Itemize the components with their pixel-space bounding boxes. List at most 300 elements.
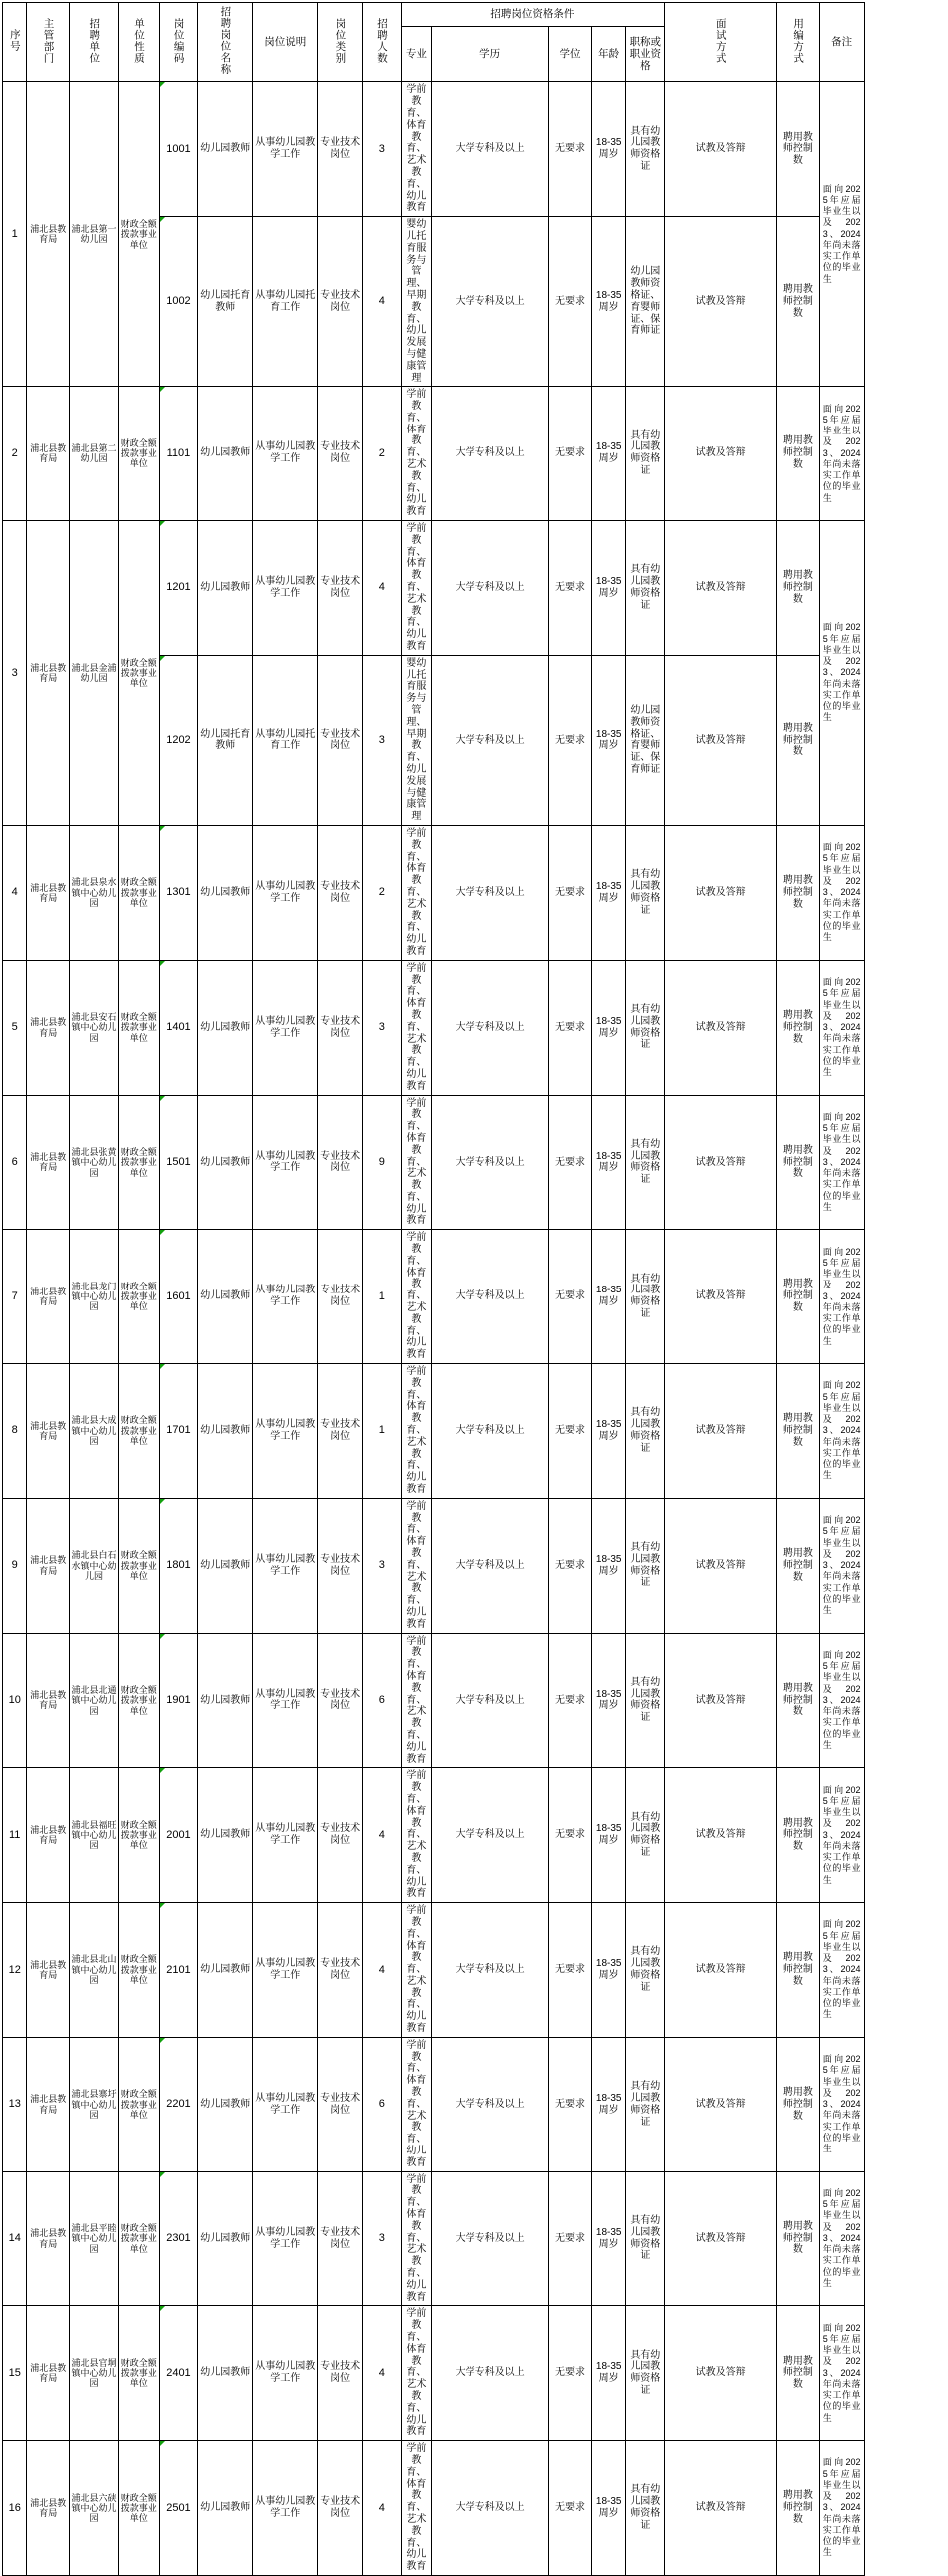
cell-age: 18-35周岁 (591, 1364, 626, 1499)
cell-remark: 面向2025年应届毕业生以及2023、2024年尚未落实工作单位的毕业生 (819, 1768, 864, 1903)
cell-unit-nature: 财政全额拨款事业单位 (118, 1498, 159, 1633)
table-row (3, 1230, 946, 1364)
cell-unit-nature: 财政全额拨款事业单位 (118, 1230, 159, 1364)
cell-post-desc: 从事幼儿园教学工作 (253, 2171, 318, 2306)
cell-employment: 聘用教师控制数 (777, 2171, 820, 2306)
cell-unit-nature: 财政全额拨款事业单位 (118, 82, 159, 387)
cell-post-desc: 从事幼儿园教学工作 (253, 1364, 318, 1499)
header-post-desc: 岗位说明 (253, 3, 318, 82)
cell-employer: 浦北县北山镇中心幼儿园 (70, 1903, 119, 2038)
cell-degree: 无要求 (549, 1498, 592, 1633)
cell-headcount: 3 (363, 82, 402, 217)
cell-title-cert: 具有幼儿园教师资格证 (626, 2037, 665, 2171)
cell-education: 大学专科及以上 (432, 1364, 549, 1499)
header-employment: 用编方式 (777, 3, 820, 82)
cell-headcount: 2 (363, 825, 402, 960)
cell-post-code: 1301 (159, 825, 198, 960)
cell-employment: 聘用教师控制数 (777, 1498, 820, 1633)
cell-remark: 面向2025年应届毕业生以及2023、2024年尚未落实工作单位的毕业生 (819, 1095, 864, 1230)
cell-post-code: 2301 (159, 2171, 198, 2306)
cell-post-type: 专业技术岗位 (318, 655, 363, 825)
cell-degree: 无要求 (549, 1364, 592, 1499)
cell-title-cert: 具有幼儿园教师资格证 (626, 2171, 665, 2306)
cell-authority: 浦北县教育局 (27, 825, 70, 960)
cell-headcount: 6 (363, 1633, 402, 1768)
cell-degree: 无要求 (549, 217, 592, 387)
cell-post-code: 2501 (159, 2441, 198, 2576)
cell-interview: 试教及答辩 (665, 521, 777, 656)
cell-post-code: 1701 (159, 1364, 198, 1499)
header-remark: 备注 (819, 3, 864, 82)
cell-degree: 无要求 (549, 960, 592, 1095)
cell-authority: 浦北县教育局 (27, 1633, 70, 1768)
cell-degree: 无要求 (549, 1903, 592, 2038)
cell-age: 18-35周岁 (591, 2306, 626, 2441)
cell-post-desc: 从事幼儿园托育工作 (253, 655, 318, 825)
cell-post-desc: 从事幼儿园教学工作 (253, 1095, 318, 1230)
cell-headcount: 9 (363, 1095, 402, 1230)
cell-employer: 浦北县泉水镇中心幼儿园 (70, 825, 119, 960)
header-row-1 (3, 3, 946, 27)
header-headcount: 招聘人数 (363, 3, 402, 82)
cell-employer: 浦北县大成镇中心幼儿园 (70, 1364, 119, 1499)
cell-post-desc: 从事幼儿园教学工作 (253, 825, 318, 960)
cell-employment: 聘用教师控制数 (777, 387, 820, 521)
cell-post-code: 1002 (159, 217, 198, 387)
table-row (3, 521, 946, 656)
cell-seq: 7 (3, 1230, 27, 1364)
cell-unit-nature: 财政全额拨款事业单位 (118, 825, 159, 960)
cell-degree: 无要求 (549, 82, 592, 217)
cell-employer: 浦北县龙门镇中心幼儿园 (70, 1230, 119, 1364)
cell-title-cert: 具有幼儿园教师资格证 (626, 82, 665, 217)
cell-unit-nature: 财政全额拨款事业单位 (118, 1364, 159, 1499)
cell-post-name: 幼儿园教师 (198, 2037, 253, 2171)
cell-age: 18-35周岁 (591, 1230, 626, 1364)
cell-employer: 浦北县官垌镇中心幼儿园 (70, 2306, 119, 2441)
cell-post-desc: 从事幼儿园教学工作 (253, 1230, 318, 1364)
cell-education: 大学专科及以上 (432, 521, 549, 656)
cell-title-cert: 幼儿园教师资格证、育婴师证、保育师证 (626, 217, 665, 387)
cell-employer: 浦北县金浦幼儿园 (70, 521, 119, 826)
cell-degree: 无要求 (549, 1095, 592, 1230)
cell-seq: 14 (3, 2171, 27, 2306)
cell-remark: 面向2025年应届毕业生以及2023、2024年尚未落实工作单位的毕业生 (819, 2306, 864, 2441)
cell-employer: 浦北县张黄镇中心幼儿园 (70, 1095, 119, 1230)
cell-age: 18-35周岁 (591, 2441, 626, 2576)
cell-major: 学前教育、体育教育、艺术教育、幼儿教育 (401, 2306, 432, 2441)
cell-post-name: 幼儿园教师 (198, 825, 253, 960)
cell-title-cert: 具有幼儿园教师资格证 (626, 1230, 665, 1364)
cell-post-desc: 从事幼儿园教学工作 (253, 521, 318, 656)
cell-authority: 浦北县教育局 (27, 1364, 70, 1499)
header-unit-nature: 单位性质 (118, 3, 159, 82)
cell-headcount: 1 (363, 1364, 402, 1499)
cell-post-name: 幼儿园教师 (198, 1095, 253, 1230)
cell-degree: 无要求 (549, 825, 592, 960)
cell-employer: 浦北县安石镇中心幼儿园 (70, 960, 119, 1095)
cell-post-type: 专业技术岗位 (318, 82, 363, 217)
header-age: 年龄 (591, 27, 626, 82)
cell-interview: 试教及答辩 (665, 1498, 777, 1633)
cell-employment: 聘用教师控制数 (777, 82, 820, 217)
cell-seq: 16 (3, 2441, 27, 2576)
cell-age: 18-35周岁 (591, 960, 626, 1095)
cell-employer: 浦北县第一幼儿园 (70, 82, 119, 387)
cell-education: 大学专科及以上 (432, 1095, 549, 1230)
cell-post-name: 幼儿园教师 (198, 82, 253, 217)
cell-interview: 试教及答辩 (665, 655, 777, 825)
cell-degree: 无要求 (549, 1633, 592, 1768)
cell-post-code: 1501 (159, 1095, 198, 1230)
cell-age: 18-35周岁 (591, 387, 626, 521)
cell-degree: 无要求 (549, 2441, 592, 2576)
cell-post-type: 专业技术岗位 (318, 1498, 363, 1633)
cell-headcount: 2 (363, 387, 402, 521)
cell-post-code: 1202 (159, 655, 198, 825)
cell-education: 大学专科及以上 (432, 1903, 549, 2038)
cell-unit-nature: 财政全额拨款事业单位 (118, 1903, 159, 2038)
cell-interview: 试教及答辩 (665, 1095, 777, 1230)
cell-seq: 15 (3, 2306, 27, 2441)
cell-employment: 聘用教师控制数 (777, 1633, 820, 1768)
cell-unit-nature: 财政全额拨款事业单位 (118, 2441, 159, 2576)
cell-interview: 试教及答辩 (665, 1903, 777, 2038)
cell-post-type: 专业技术岗位 (318, 2306, 363, 2441)
table-row (3, 2441, 946, 2576)
cell-unit-nature: 财政全额拨款事业单位 (118, 1095, 159, 1230)
cell-post-desc: 从事幼儿园教学工作 (253, 1633, 318, 1768)
header-qualification-group: 招聘岗位资格条件 (401, 3, 664, 27)
cell-education: 大学专科及以上 (432, 960, 549, 1095)
cell-post-name: 幼儿园教师 (198, 1230, 253, 1364)
cell-age: 18-35周岁 (591, 1768, 626, 1903)
cell-age: 18-35周岁 (591, 521, 626, 656)
cell-unit-nature: 财政全额拨款事业单位 (118, 2306, 159, 2441)
table-row (3, 2037, 946, 2171)
cell-authority: 浦北县教育局 (27, 1498, 70, 1633)
header-major: 专业 (401, 27, 432, 82)
cell-title-cert: 具有幼儿园教师资格证 (626, 1768, 665, 1903)
cell-post-type: 专业技术岗位 (318, 217, 363, 387)
cell-authority: 浦北县教育局 (27, 960, 70, 1095)
cell-interview: 试教及答辩 (665, 960, 777, 1095)
cell-major: 学前教育、体育教育、艺术教育、幼儿教育 (401, 82, 432, 217)
header-degree: 学位 (549, 27, 592, 82)
cell-seq: 11 (3, 1768, 27, 1903)
header-post-type: 岗位类别 (318, 3, 363, 82)
cell-major: 婴幼儿托育服务与管理、早期教育、幼儿发展与健康管理 (401, 217, 432, 387)
cell-age: 18-35周岁 (591, 1633, 626, 1768)
cell-major: 学前教育、体育教育、艺术教育、幼儿教育 (401, 1498, 432, 1633)
cell-age: 18-35周岁 (591, 217, 626, 387)
cell-authority: 浦北县教育局 (27, 2171, 70, 2306)
cell-post-type: 专业技术岗位 (318, 1903, 363, 2038)
cell-post-type: 专业技术岗位 (318, 2441, 363, 2576)
cell-education: 大学专科及以上 (432, 1768, 549, 1903)
cell-major: 学前教育、体育教育、艺术教育、幼儿教育 (401, 2171, 432, 2306)
cell-interview: 试教及答辩 (665, 217, 777, 387)
cell-employment: 聘用教师控制数 (777, 2441, 820, 2576)
cell-employment: 聘用教师控制数 (777, 217, 820, 387)
cell-employer: 浦北县寨圩镇中心幼儿园 (70, 2037, 119, 2171)
cell-title-cert: 具有幼儿园教师资格证 (626, 2306, 665, 2441)
cell-interview: 试教及答辩 (665, 2306, 777, 2441)
cell-age: 18-35周岁 (591, 1095, 626, 1230)
table-row (3, 1768, 946, 1903)
cell-remark: 面向2025年应届毕业生以及2023、2024年尚未落实工作单位的毕业生 (819, 521, 864, 826)
cell-remark: 面向2025年应届毕业生以及2023、2024年尚未落实工作单位的毕业生 (819, 960, 864, 1095)
cell-post-desc: 从事幼儿园教学工作 (253, 1498, 318, 1633)
cell-education: 大学专科及以上 (432, 387, 549, 521)
cell-post-code: 1901 (159, 1633, 198, 1768)
cell-employment: 聘用教师控制数 (777, 2037, 820, 2171)
cell-seq: 5 (3, 960, 27, 1095)
cell-authority: 浦北县教育局 (27, 2306, 70, 2441)
cell-degree: 无要求 (549, 2306, 592, 2441)
cell-major: 学前教育、体育教育、艺术教育、幼儿教育 (401, 1903, 432, 2038)
cell-major: 学前教育、体育教育、艺术教育、幼儿教育 (401, 960, 432, 1095)
cell-remark: 面向2025年应届毕业生以及2023、2024年尚未落实工作单位的毕业生 (819, 387, 864, 521)
cell-unit-nature: 财政全额拨款事业单位 (118, 960, 159, 1095)
cell-post-name: 幼儿园托育教师 (198, 655, 253, 825)
cell-seq: 4 (3, 825, 27, 960)
cell-education: 大学专科及以上 (432, 1498, 549, 1633)
cell-post-name: 幼儿园教师 (198, 387, 253, 521)
cell-education: 大学专科及以上 (432, 217, 549, 387)
cell-degree: 无要求 (549, 1230, 592, 1364)
cell-post-code: 2401 (159, 2306, 198, 2441)
cell-education: 大学专科及以上 (432, 2306, 549, 2441)
cell-headcount: 3 (363, 960, 402, 1095)
cell-title-cert: 具有幼儿园教师资格证 (626, 387, 665, 521)
cell-title-cert: 具有幼儿园教师资格证 (626, 1364, 665, 1499)
cell-remark: 面向2025年应届毕业生以及2023、2024年尚未落实工作单位的毕业生 (819, 1364, 864, 1499)
cell-interview: 试教及答辩 (665, 1633, 777, 1768)
cell-remark: 面向2025年应届毕业生以及2023、2024年尚未落实工作单位的毕业生 (819, 1230, 864, 1364)
cell-post-type: 专业技术岗位 (318, 1364, 363, 1499)
cell-post-code: 1001 (159, 82, 198, 217)
header-employer: 招聘单位 (70, 3, 119, 82)
cell-employer: 浦北县第二幼儿园 (70, 387, 119, 521)
table-row (3, 825, 946, 960)
cell-degree: 无要求 (549, 2037, 592, 2171)
table-header (3, 3, 946, 82)
cell-degree: 无要求 (549, 655, 592, 825)
cell-post-desc: 从事幼儿园教学工作 (253, 2306, 318, 2441)
header-authority: 主管部门 (27, 3, 70, 82)
header-post-code: 岗位编码 (159, 3, 198, 82)
cell-interview: 试教及答辩 (665, 2441, 777, 2576)
cell-education: 大学专科及以上 (432, 2171, 549, 2306)
cell-age: 18-35周岁 (591, 1903, 626, 2038)
cell-employer: 浦北县白石水镇中心幼儿园 (70, 1498, 119, 1633)
cell-post-code: 1101 (159, 387, 198, 521)
cell-authority: 浦北县教育局 (27, 2441, 70, 2576)
table-row (3, 2171, 946, 2306)
cell-employer: 浦北县福旺镇中心幼儿园 (70, 1768, 119, 1903)
cell-seq: 1 (3, 82, 27, 387)
cell-employer: 浦北县六硖镇中心幼儿园 (70, 2441, 119, 2576)
cell-headcount: 4 (363, 2441, 402, 2576)
header-post-name: 招聘岗位名称 (198, 3, 253, 82)
cell-headcount: 3 (363, 1498, 402, 1633)
cell-major: 学前教育、体育教育、艺术教育、幼儿教育 (401, 1095, 432, 1230)
cell-post-desc: 从事幼儿园教学工作 (253, 960, 318, 1095)
cell-authority: 浦北县教育局 (27, 387, 70, 521)
cell-remark: 面向2025年应届毕业生以及2023、2024年尚未落实工作单位的毕业生 (819, 82, 864, 387)
cell-post-name: 幼儿园教师 (198, 1768, 253, 1903)
cell-post-code: 1801 (159, 1498, 198, 1633)
cell-title-cert: 具有幼儿园教师资格证 (626, 1903, 665, 2038)
cell-remark: 面向2025年应届毕业生以及2023、2024年尚未落实工作单位的毕业生 (819, 825, 864, 960)
table-row (3, 387, 946, 521)
table-row (3, 82, 946, 217)
cell-unit-nature: 财政全额拨款事业单位 (118, 387, 159, 521)
cell-degree: 无要求 (549, 1768, 592, 1903)
cell-major: 学前教育、体育教育、艺术教育、幼儿教育 (401, 1230, 432, 1364)
cell-post-name: 幼儿园教师 (198, 1364, 253, 1499)
cell-employment: 聘用教师控制数 (777, 1903, 820, 2038)
cell-seq: 3 (3, 521, 27, 826)
cell-employment: 聘用教师控制数 (777, 2306, 820, 2441)
cell-post-type: 专业技术岗位 (318, 1230, 363, 1364)
cell-title-cert: 具有幼儿园教师资格证 (626, 825, 665, 960)
cell-post-type: 专业技术岗位 (318, 960, 363, 1095)
cell-post-name: 幼儿园教师 (198, 1498, 253, 1633)
cell-post-desc: 从事幼儿园教学工作 (253, 2441, 318, 2576)
cell-post-type: 专业技术岗位 (318, 1768, 363, 1903)
cell-seq: 13 (3, 2037, 27, 2171)
cell-employment: 聘用教师控制数 (777, 1095, 820, 1230)
cell-post-name: 幼儿园教师 (198, 960, 253, 1095)
cell-major: 学前教育、体育教育、艺术教育、幼儿教育 (401, 1768, 432, 1903)
cell-interview: 试教及答辩 (665, 825, 777, 960)
cell-education: 大学专科及以上 (432, 825, 549, 960)
cell-major: 学前教育、体育教育、艺术教育、幼儿教育 (401, 521, 432, 656)
cell-education: 大学专科及以上 (432, 2037, 549, 2171)
cell-remark: 面向2025年应届毕业生以及2023、2024年尚未落实工作单位的毕业生 (819, 2037, 864, 2171)
recruitment-table (2, 2, 946, 2576)
cell-headcount: 4 (363, 2306, 402, 2441)
cell-title-cert: 幼儿园教师资格证、育婴师证、保育师证 (626, 655, 665, 825)
cell-remark: 面向2025年应届毕业生以及2023、2024年尚未落实工作单位的毕业生 (819, 2171, 864, 2306)
cell-authority: 浦北县教育局 (27, 1903, 70, 2038)
header-education: 学历 (432, 27, 549, 82)
cell-post-desc: 从事幼儿园教学工作 (253, 1768, 318, 1903)
cell-age: 18-35周岁 (591, 82, 626, 217)
cell-major: 学前教育、体育教育、艺术教育、幼儿教育 (401, 1633, 432, 1768)
cell-post-name: 幼儿园教师 (198, 1633, 253, 1768)
cell-interview: 试教及答辩 (665, 1364, 777, 1499)
cell-major: 学前教育、体育教育、艺术教育、幼儿教育 (401, 2037, 432, 2171)
cell-seq: 12 (3, 1903, 27, 2038)
cell-authority: 浦北县教育局 (27, 1095, 70, 1230)
header-interview: 面试方式 (665, 3, 777, 82)
cell-interview: 试教及答辩 (665, 2037, 777, 2171)
cell-age: 18-35周岁 (591, 655, 626, 825)
cell-post-name: 幼儿园教师 (198, 521, 253, 656)
cell-title-cert: 具有幼儿园教师资格证 (626, 1633, 665, 1768)
cell-post-name: 幼儿园托育教师 (198, 217, 253, 387)
table-row (3, 2306, 946, 2441)
cell-education: 大学专科及以上 (432, 1633, 549, 1768)
cell-interview: 试教及答辩 (665, 2171, 777, 2306)
cell-seq: 2 (3, 387, 27, 521)
cell-headcount: 3 (363, 2171, 402, 2306)
cell-remark: 面向2025年应届毕业生以及2023、2024年尚未落实工作单位的毕业生 (819, 2441, 864, 2576)
table-row (3, 1095, 946, 1230)
cell-employment: 聘用教师控制数 (777, 960, 820, 1095)
cell-title-cert: 具有幼儿园教师资格证 (626, 521, 665, 656)
cell-education: 大学专科及以上 (432, 2441, 549, 2576)
cell-post-name: 幼儿园教师 (198, 2171, 253, 2306)
cell-interview: 试教及答辩 (665, 387, 777, 521)
cell-headcount: 1 (363, 1230, 402, 1364)
cell-post-code: 2001 (159, 1768, 198, 1903)
cell-employment: 聘用教师控制数 (777, 1230, 820, 1364)
cell-post-desc: 从事幼儿园托育工作 (253, 217, 318, 387)
cell-post-type: 专业技术岗位 (318, 521, 363, 656)
cell-education: 大学专科及以上 (432, 655, 549, 825)
cell-employment: 聘用教师控制数 (777, 1768, 820, 1903)
cell-authority: 浦北县教育局 (27, 82, 70, 387)
cell-employment: 聘用教师控制数 (777, 825, 820, 960)
cell-authority: 浦北县教育局 (27, 521, 70, 826)
cell-major: 学前教育、体育教育、艺术教育、幼儿教育 (401, 2441, 432, 2576)
table-row (3, 1903, 946, 2038)
cell-headcount: 4 (363, 521, 402, 656)
cell-remark: 面向2025年应届毕业生以及2023、2024年尚未落实工作单位的毕业生 (819, 1633, 864, 1768)
cell-post-desc: 从事幼儿园教学工作 (253, 1903, 318, 2038)
cell-unit-nature: 财政全额拨款事业单位 (118, 1768, 159, 1903)
cell-unit-nature: 财政全额拨款事业单位 (118, 2171, 159, 2306)
cell-degree: 无要求 (549, 387, 592, 521)
cell-post-code: 2101 (159, 1903, 198, 2038)
cell-major: 婴幼儿托育服务与管理、早期教育、幼儿发展与健康管理 (401, 655, 432, 825)
cell-headcount: 3 (363, 655, 402, 825)
cell-post-code: 2201 (159, 2037, 198, 2171)
cell-title-cert: 具有幼儿园教师资格证 (626, 1095, 665, 1230)
cell-post-type: 专业技术岗位 (318, 2037, 363, 2171)
cell-post-code: 1601 (159, 1230, 198, 1364)
cell-seq: 8 (3, 1364, 27, 1499)
table-row (3, 1498, 946, 1633)
cell-remark: 面向2025年应届毕业生以及2023、2024年尚未落实工作单位的毕业生 (819, 1498, 864, 1633)
cell-post-type: 专业技术岗位 (318, 2171, 363, 2306)
cell-major: 学前教育、体育教育、艺术教育、幼儿教育 (401, 387, 432, 521)
table-row (3, 960, 946, 1095)
cell-unit-nature: 财政全额拨款事业单位 (118, 1633, 159, 1768)
cell-post-type: 专业技术岗位 (318, 1095, 363, 1230)
cell-interview: 试教及答辩 (665, 1230, 777, 1364)
cell-remark: 面向2025年应届毕业生以及2023、2024年尚未落实工作单位的毕业生 (819, 1903, 864, 2038)
cell-age: 18-35周岁 (591, 2037, 626, 2171)
cell-seq: 9 (3, 1498, 27, 1633)
cell-age: 18-35周岁 (591, 1498, 626, 1633)
cell-age: 18-35周岁 (591, 2171, 626, 2306)
cell-headcount: 4 (363, 1768, 402, 1903)
cell-employer: 浦北县北通镇中心幼儿园 (70, 1633, 119, 1768)
cell-post-type: 专业技术岗位 (318, 1633, 363, 1768)
cell-title-cert: 具有幼儿园教师资格证 (626, 2441, 665, 2576)
cell-employment: 聘用教师控制数 (777, 521, 820, 656)
cell-interview: 试教及答辩 (665, 1768, 777, 1903)
cell-unit-nature: 财政全额拨款事业单位 (118, 2037, 159, 2171)
cell-headcount: 4 (363, 217, 402, 387)
cell-post-name: 幼儿园教师 (198, 2306, 253, 2441)
cell-seq: 10 (3, 1633, 27, 1768)
